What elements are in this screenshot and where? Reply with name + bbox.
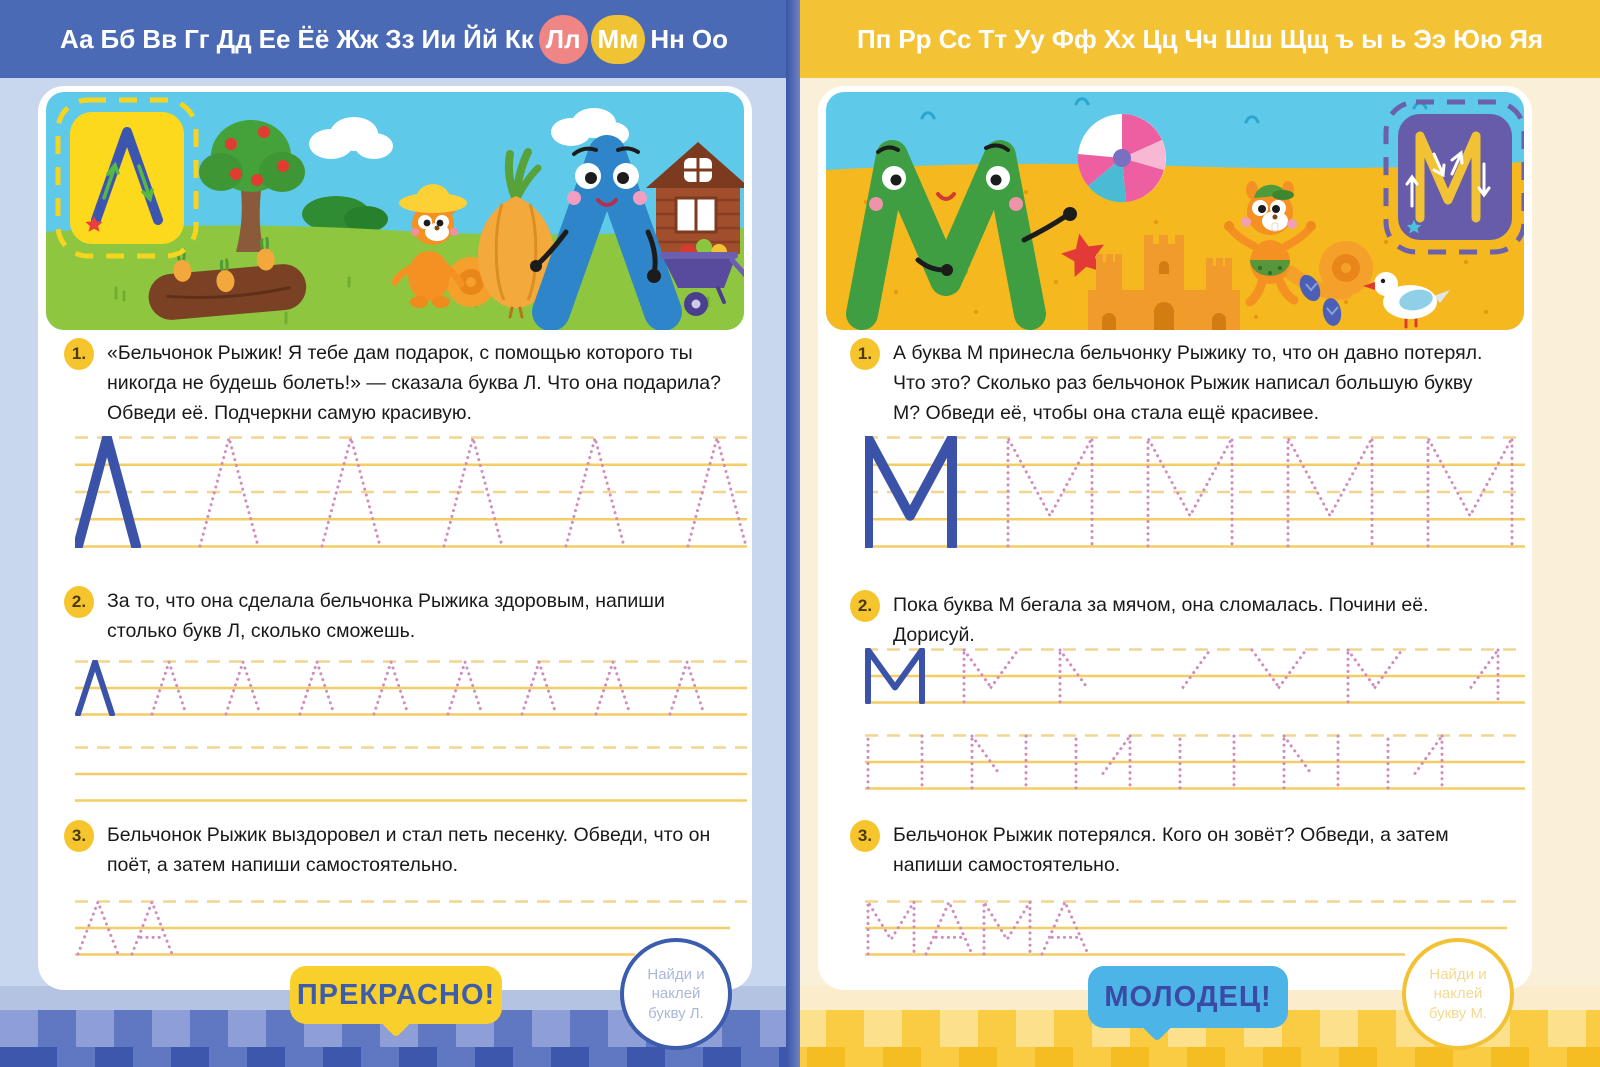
alphabet-letter: Уу bbox=[1014, 23, 1045, 54]
sticker-circle-right: Найди и наклей букву М. bbox=[1402, 938, 1514, 1050]
task-block bbox=[64, 820, 724, 880]
alphabet-letter: Чч bbox=[1184, 23, 1218, 54]
alphabet-letter: Дд bbox=[216, 23, 252, 54]
tracing-row-empty bbox=[75, 746, 747, 802]
task-number-badge: 2. bbox=[850, 590, 880, 622]
right-checker-row bbox=[788, 1047, 1600, 1067]
task-text: Бельчонок Рыжик потерялся. Кого он зовёт? Обведи, а затем напиши самостоятельно. bbox=[893, 824, 1449, 877]
right-illustration bbox=[826, 92, 1524, 330]
tracing-row bbox=[865, 734, 1525, 790]
alphabet-letter: Лл bbox=[539, 15, 588, 64]
task-text: За то, что она сделала бельчонка Рыжика здоровым, напиши столько букв Л, сколько сможешь. bbox=[107, 590, 665, 643]
task-number-badge: 3. bbox=[850, 820, 880, 852]
alphabet-letter: Шш bbox=[1224, 23, 1273, 54]
alphabet-letter: ы bbox=[1361, 23, 1384, 54]
alphabet-letter: Яя bbox=[1509, 23, 1544, 54]
alphabet-letter: Ии bbox=[421, 23, 457, 54]
alphabet-letter: Мм bbox=[591, 15, 646, 64]
task-number-badge: 3. bbox=[64, 820, 94, 852]
alphabet-letter: Ее bbox=[258, 23, 291, 54]
alphabet-letter: Пп bbox=[856, 23, 892, 54]
letter-m-tracing-card bbox=[1386, 102, 1524, 252]
letter-l-tracing-card bbox=[58, 100, 196, 256]
task-text: Пока буква М бегала за мячом, она сломалась. Почини её. Дорисуй. bbox=[893, 594, 1429, 647]
beach-ball bbox=[1078, 114, 1166, 202]
alphabet-letter: Йй bbox=[463, 23, 498, 54]
alphabet-letter: Юю bbox=[1453, 23, 1503, 54]
alphabet-header-left bbox=[0, 0, 788, 78]
alphabet-letter: Ээ bbox=[1413, 23, 1447, 54]
task-text: А буква М принесла бельчонку Рыжику то, что он давно потерял. Что это? Сколько раз бельчонок Рыжик написал большую букву М? Обведи её, чтобы она стала ещё красивее. bbox=[893, 342, 1483, 425]
tracing-row bbox=[865, 436, 1525, 548]
alphabet-letter: Рр bbox=[898, 23, 932, 54]
alphabet-letter: Оо bbox=[691, 23, 728, 54]
left-content-card bbox=[38, 86, 752, 990]
tracing-row bbox=[75, 660, 747, 716]
tracing-row bbox=[865, 648, 1525, 704]
task-block bbox=[64, 338, 724, 429]
task-text: Бельчонок Рыжик выздоровел и стал петь песенку. Обведи, что он поёт, а затем напиши самостоятельно. bbox=[107, 824, 711, 877]
alphabet-letter: Нн bbox=[650, 23, 685, 54]
alphabet-letter: Ёё bbox=[297, 23, 330, 54]
praise-banner-left: ПРЕКРАСНО! bbox=[290, 966, 502, 1024]
alphabet-letter: Цц bbox=[1142, 23, 1178, 54]
alphabet-letter: Щщ bbox=[1279, 23, 1329, 54]
sticker-circle-left: Найди и наклей букву Л. bbox=[620, 938, 732, 1050]
praise-banner-right: МОЛОДЕЦ! bbox=[1088, 966, 1288, 1028]
task-number-badge: 2. bbox=[64, 586, 94, 618]
left-checker-row bbox=[0, 1047, 788, 1067]
alphabet-letter: Фф bbox=[1051, 23, 1097, 54]
alphabet-letter: Тт bbox=[978, 23, 1008, 54]
tracing-row bbox=[75, 436, 747, 548]
alphabet-letter: Кк bbox=[504, 23, 534, 54]
task-text: «Бельчонок Рыжик! Я тебе дам подарок, с помощью которого ты никогда не будешь болеть!» — сказала буква Л. Что она подарила? Обведи её. Подчеркни самую красивую. bbox=[107, 342, 721, 425]
alphabet-letter: Зз bbox=[385, 23, 415, 54]
alphabet-letter: Вв bbox=[142, 23, 178, 54]
alphabet-letter: ь bbox=[1390, 23, 1407, 54]
right-content-card bbox=[818, 86, 1532, 990]
alphabet-letter: Хх bbox=[1103, 23, 1136, 54]
alphabet-letter: Гг bbox=[184, 23, 210, 54]
task-number-badge: 1. bbox=[64, 338, 94, 370]
task-number-badge: 1. bbox=[850, 338, 880, 370]
alphabet-letter: Аа bbox=[59, 23, 94, 54]
task-block bbox=[850, 820, 1500, 880]
left-illustration bbox=[46, 92, 744, 330]
alphabet-header-right bbox=[800, 0, 1600, 78]
alphabet-letter: Бб bbox=[100, 23, 136, 54]
task-block bbox=[850, 338, 1500, 429]
task-block bbox=[64, 586, 724, 646]
alphabet-letter: Жж bbox=[336, 23, 379, 54]
alphabet-letter: ъ bbox=[1335, 23, 1355, 54]
book-spine bbox=[786, 0, 800, 1067]
alphabet-letter: Сс bbox=[938, 23, 972, 54]
task-block bbox=[850, 590, 1500, 650]
